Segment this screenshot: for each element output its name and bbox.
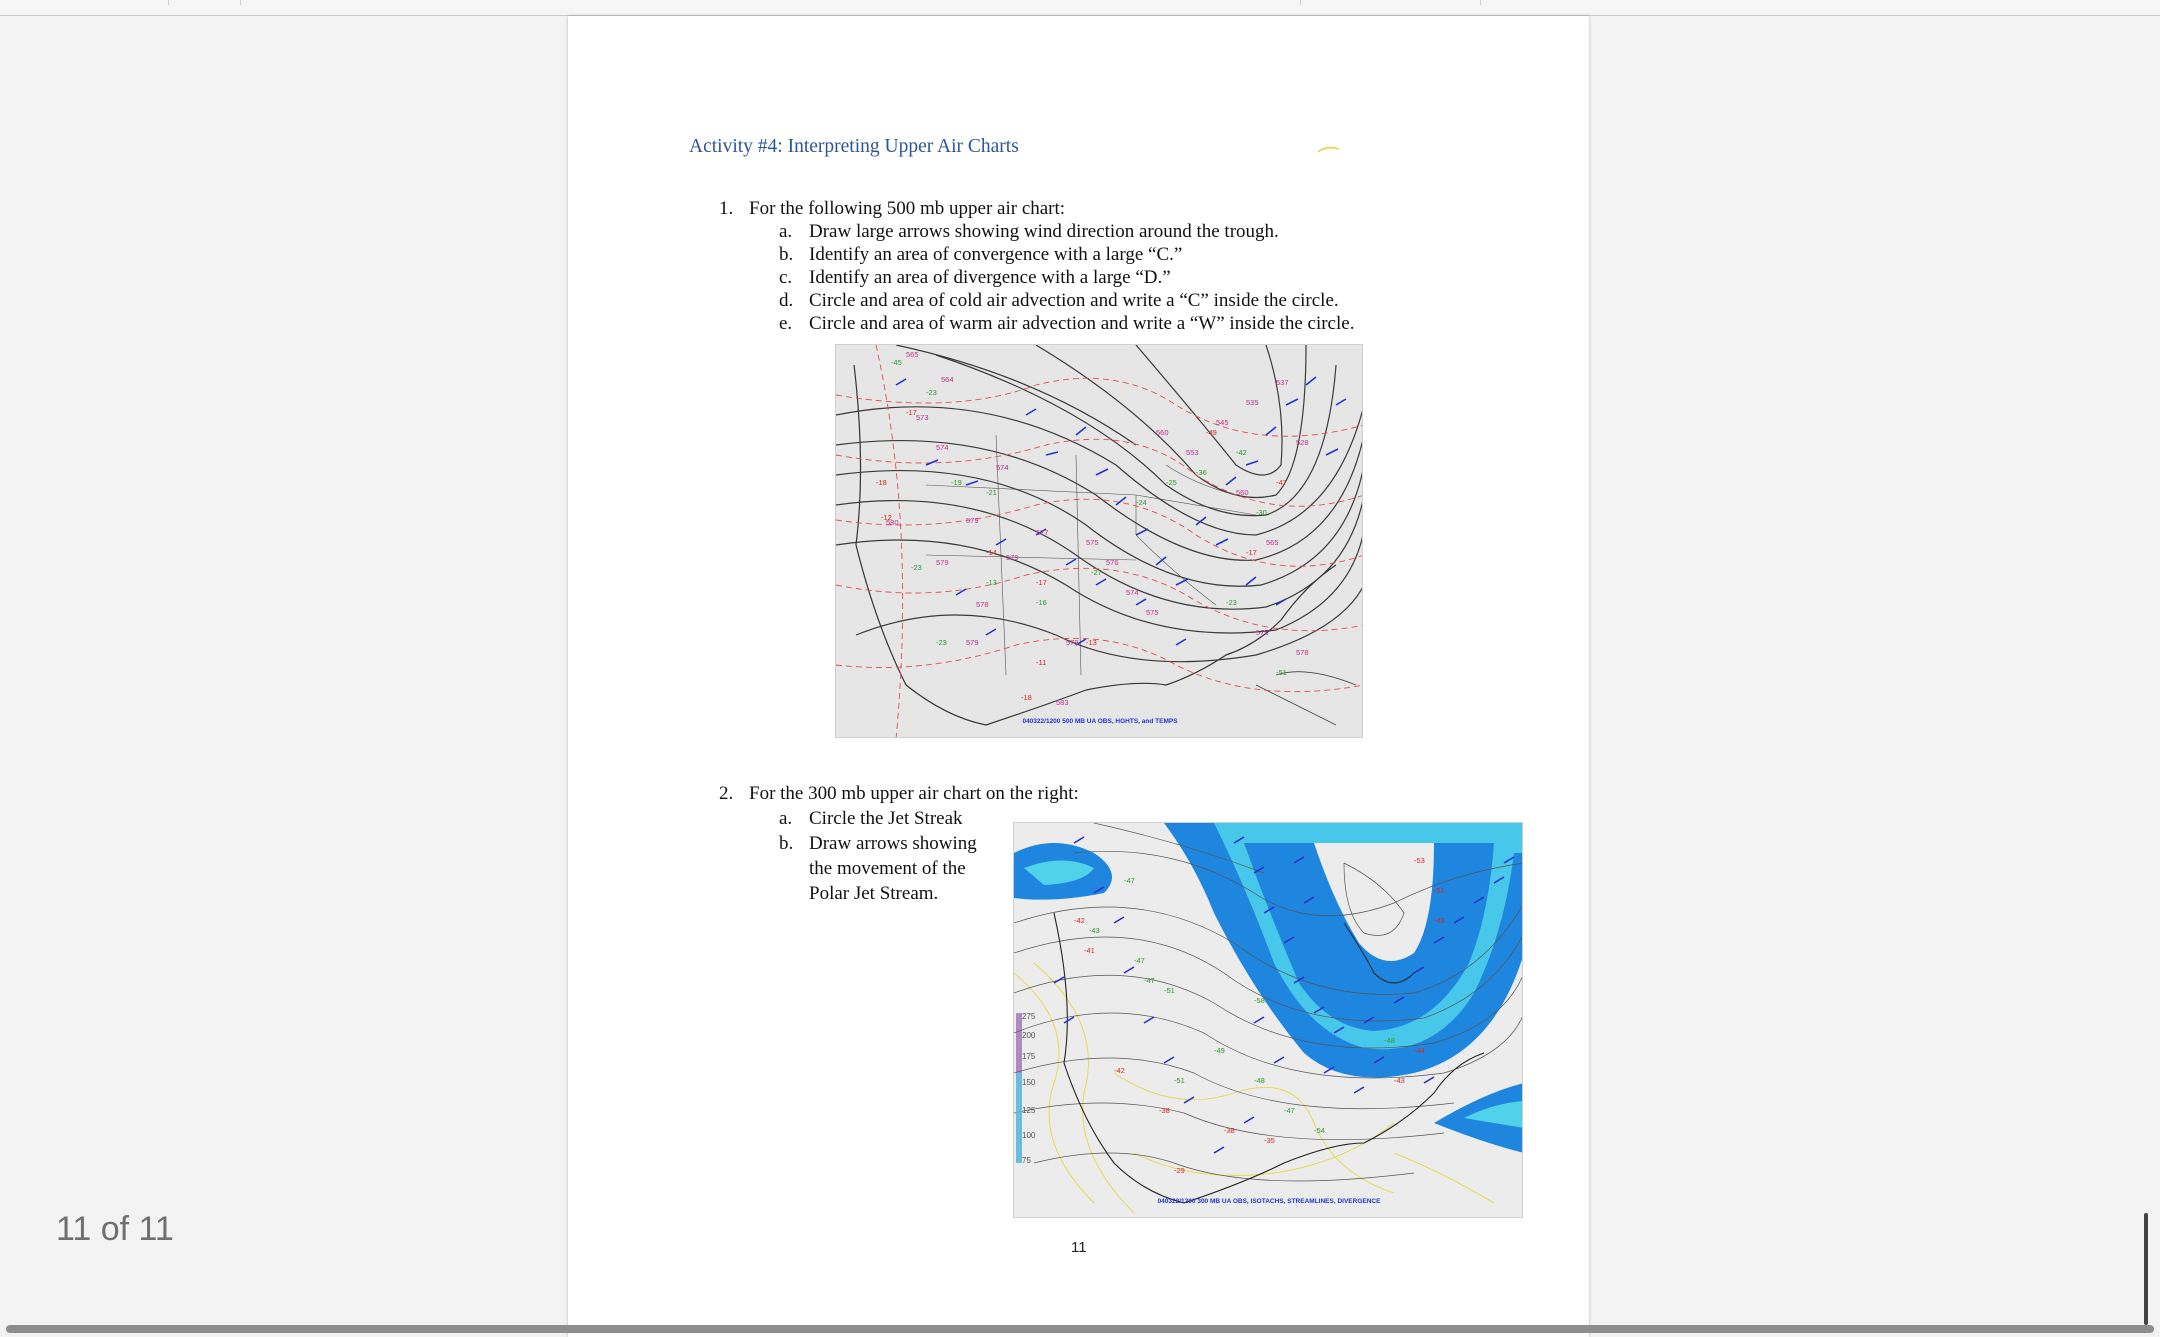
- svg-text:-51: -51: [1174, 1076, 1185, 1085]
- map-500mb-graphic: [836, 345, 1363, 738]
- svg-text:-43: -43: [1089, 926, 1100, 935]
- svg-text:573: 573: [916, 413, 929, 422]
- toolbar-divider: [1300, 0, 1301, 5]
- page-number: 11: [1071, 1239, 1087, 1256]
- svg-text:537: 537: [1276, 378, 1289, 387]
- scale-label: 75: [1022, 1156, 1031, 1165]
- svg-text:565: 565: [1266, 538, 1279, 547]
- svg-text:-41: -41: [1084, 946, 1095, 955]
- svg-text:-13: -13: [986, 578, 997, 587]
- svg-text:-42: -42: [1236, 448, 1247, 457]
- svg-text:-18: -18: [1021, 693, 1032, 702]
- svg-text:574: 574: [996, 463, 1009, 472]
- highlighter-mark: [1317, 144, 1341, 154]
- svg-text:-47: -47: [1284, 1106, 1295, 1115]
- list-item-letter: c.: [779, 267, 793, 288]
- map-500mb-caption: 040322/1200 500 MB UA OBS, HGHTS, and TEMPS: [1022, 718, 1178, 725]
- svg-text:-42: -42: [1114, 1066, 1125, 1075]
- svg-text:-23: -23: [911, 563, 922, 572]
- list-item-letter: d.: [779, 290, 794, 311]
- svg-text:-43: -43: [1394, 1076, 1405, 1085]
- svg-text:-51: -51: [1276, 668, 1287, 677]
- svg-text:560: 560: [1236, 488, 1249, 497]
- svg-text:560: 560: [1156, 428, 1169, 437]
- svg-text:-23: -23: [926, 388, 937, 397]
- viewer-toolbar: [0, 0, 2160, 16]
- svg-text:-16: -16: [1036, 598, 1047, 607]
- svg-text:578: 578: [976, 600, 989, 609]
- map-300mb: [1013, 822, 1523, 1218]
- svg-text:579: 579: [1066, 638, 1079, 647]
- svg-text:-53: -53: [1414, 856, 1425, 865]
- svg-text:579: 579: [1006, 553, 1019, 562]
- svg-text:579: 579: [966, 638, 979, 647]
- svg-text:578: 578: [1296, 648, 1309, 657]
- svg-text:-21: -21: [986, 488, 997, 497]
- horizontal-scrollbar[interactable]: [6, 1325, 2154, 1333]
- activity-heading: Activity #4: Interpreting Upper Air Charts: [689, 136, 1019, 157]
- svg-text:-47: -47: [1276, 478, 1287, 487]
- svg-text:-27: -27: [1091, 568, 1102, 577]
- svg-text:528: 528: [1296, 438, 1309, 447]
- svg-text:-18: -18: [876, 478, 887, 487]
- scale-label: 200: [1022, 1031, 1036, 1040]
- svg-text:-38: -38: [1224, 1126, 1235, 1135]
- question-2-number: 2.: [719, 783, 734, 804]
- svg-text:583: 583: [1056, 698, 1069, 707]
- list-item-text: Draw arrows showing: [809, 833, 977, 854]
- svg-text:-48: -48: [1254, 1076, 1265, 1085]
- scale-label: 175: [1022, 1052, 1036, 1061]
- svg-text:-38: -38: [1159, 1106, 1170, 1115]
- svg-text:-17: -17: [906, 408, 917, 417]
- svg-text:574: 574: [936, 443, 949, 452]
- svg-text:-48: -48: [1384, 1036, 1395, 1045]
- svg-text:-25: -25: [1166, 478, 1177, 487]
- svg-text:579: 579: [936, 558, 949, 567]
- svg-text:-44: -44: [1414, 1046, 1425, 1055]
- svg-text:574: 574: [1126, 588, 1139, 597]
- svg-text:577: 577: [1036, 528, 1049, 537]
- toolbar-divider: [168, 0, 169, 5]
- svg-text:-51: -51: [1164, 986, 1175, 995]
- svg-text:-12: -12: [881, 513, 892, 522]
- svg-text:575: 575: [1086, 538, 1099, 547]
- list-item-text: Identify an area of convergence with a large “C.”: [809, 244, 1183, 265]
- svg-text:-47: -47: [1134, 956, 1145, 965]
- svg-text:553: 553: [1186, 448, 1199, 457]
- list-item-text: Draw large arrows showing wind direction around the trough.: [809, 221, 1279, 242]
- list-item-letter: b.: [779, 833, 794, 854]
- question-1-prompt: For the following 500 mb upper air chart:: [749, 198, 1066, 219]
- list-item-letter: a.: [779, 808, 793, 829]
- document-page: [568, 16, 1589, 1337]
- map-300mb-caption: 040322/1200 300 MB UA OBS, ISOTACHS, STREAMLINES, DIVERGENCE: [1157, 1198, 1381, 1205]
- svg-text:576: 576: [1106, 558, 1119, 567]
- svg-text:-35: -35: [1264, 1136, 1275, 1145]
- svg-text:-14: -14: [986, 548, 997, 557]
- vertical-scrollbar-thumb[interactable]: [2144, 1213, 2148, 1325]
- scale-label: 150: [1022, 1078, 1036, 1087]
- svg-text:-51: -51: [1434, 886, 1445, 895]
- list-item-letter: b.: [779, 244, 794, 265]
- list-item-letter: e.: [779, 313, 793, 334]
- map-500mb: [835, 344, 1363, 738]
- svg-text:-17: -17: [1036, 578, 1047, 587]
- svg-text:-49: -49: [1206, 428, 1217, 437]
- svg-text:-29: -29: [1174, 1166, 1185, 1175]
- svg-text:564: 564: [941, 375, 954, 384]
- toolbar-divider: [1480, 0, 1481, 5]
- question-2-prompt: For the 300 mb upper air chart on the right:: [749, 783, 1079, 804]
- svg-text:535: 535: [1246, 398, 1259, 407]
- list-item-text: Polar Jet Stream.: [809, 883, 939, 904]
- svg-text:-24: -24: [1136, 498, 1147, 507]
- svg-text:-11: -11: [1036, 658, 1047, 667]
- svg-text:-47: -47: [1124, 876, 1135, 885]
- svg-text:-49: -49: [1214, 1046, 1225, 1055]
- svg-text:-23: -23: [1226, 598, 1237, 607]
- svg-text:580: 580: [886, 518, 899, 527]
- svg-text:-23: -23: [936, 638, 947, 647]
- scale-label: 100: [1022, 1131, 1036, 1140]
- svg-text:-45: -45: [891, 358, 902, 367]
- svg-text:-54: -54: [1314, 1126, 1325, 1135]
- svg-text:575: 575: [1256, 628, 1269, 637]
- scale-label: 275: [1022, 1012, 1036, 1021]
- list-item-text: Identify an area of divergence with a large “D.”: [809, 267, 1171, 288]
- svg-text:-42: -42: [1074, 916, 1085, 925]
- question-1: [719, 197, 1419, 337]
- svg-text:545: 545: [1216, 418, 1229, 427]
- scale-label: 125: [1022, 1106, 1036, 1115]
- list-item-letter: a.: [779, 221, 793, 242]
- page-counter: 11 of 11: [56, 1210, 174, 1248]
- svg-text:579: 579: [966, 516, 979, 525]
- svg-text:-47: -47: [1144, 976, 1155, 985]
- svg-text:-17: -17: [1246, 548, 1257, 557]
- svg-text:575: 575: [1146, 608, 1159, 617]
- toolbar-divider: [240, 0, 241, 5]
- list-item-text: Circle the Jet Streak: [809, 808, 963, 829]
- map-300mb-graphic: [1014, 823, 1523, 1218]
- svg-text:-36: -36: [1196, 468, 1207, 477]
- svg-text:-43: -43: [1434, 916, 1445, 925]
- svg-text:-30: -30: [1256, 508, 1267, 517]
- svg-text:565: 565: [906, 350, 919, 359]
- svg-text:-19: -19: [951, 478, 962, 487]
- list-item-text: Circle and area of cold air advection and write a “C” inside the circle.: [809, 290, 1339, 311]
- question-1-number: 1.: [719, 198, 734, 219]
- svg-text:-58: -58: [1254, 996, 1265, 1005]
- svg-text:-13: -13: [1086, 638, 1097, 647]
- list-item-text: Circle and area of warm air advection and write a “W” inside the circle.: [809, 313, 1355, 334]
- list-item-text: the movement of the: [809, 858, 966, 879]
